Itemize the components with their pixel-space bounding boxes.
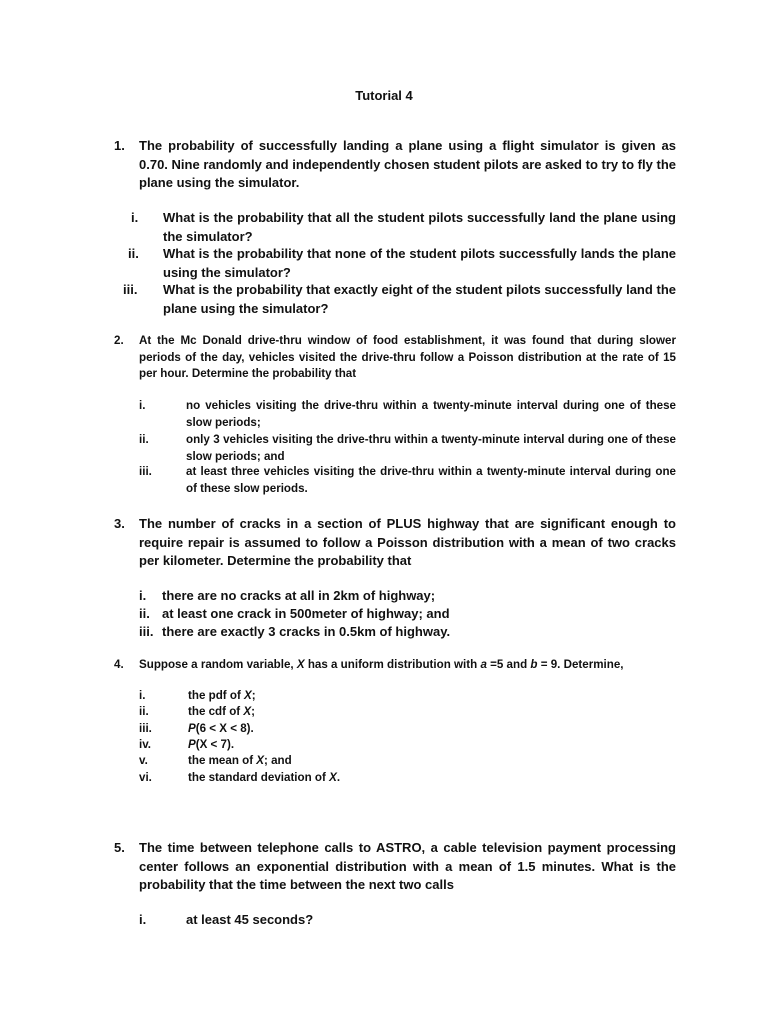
q4-item-1 (139, 688, 676, 705)
question-number: 2. (114, 334, 124, 347)
q2-item-3 (139, 464, 676, 497)
q3-item-1 (139, 587, 676, 606)
question-number: 3. (114, 516, 125, 531)
item-numeral: v. (139, 754, 148, 767)
item-text: at least three vehicles visiting the drive-thru within a twenty-minute interval during one of these slow periods. (186, 465, 676, 495)
question-text: The number of cracks in a section of PLUS highway that are significant enough to require repair is assumed to follow a Poisson distribution with a mean of two cracks per kilometer. Determine the probability that (139, 516, 676, 568)
item-numeral: ii. (139, 433, 149, 446)
item-numeral: iii. (139, 465, 152, 478)
q4-item-2 (139, 704, 676, 721)
item-numeral: ii. (139, 606, 150, 621)
question-number: 4. (114, 658, 124, 671)
q1-item-1 (114, 209, 676, 246)
question-number: 5. (114, 840, 125, 855)
item-numeral: ii. (128, 246, 139, 261)
q4-item-5 (139, 753, 676, 770)
question-text: The time between telephone calls to ASTRO, a cable television payment processing center follows an exponential distribution with a mean of 1.5 minutes. What is the probability that the time between the next two calls (139, 840, 676, 892)
item-text: no vehicles visiting the drive-thru within a twenty-minute interval during one of these slow periods; (186, 399, 676, 429)
question-number: 1. (114, 138, 125, 153)
question-text: Suppose a random variable, X has a uniform distribution with a =5 and b = 9. Determine, (139, 658, 624, 671)
item-text: P(X < 7). (188, 738, 235, 751)
item-numeral: iii. (139, 624, 154, 639)
item-numeral: iii. (123, 282, 138, 297)
item-numeral: vi. (139, 771, 152, 784)
question-3 (114, 515, 676, 571)
q4-item-4 (139, 737, 676, 754)
question-text: The probability of successfully landing a plane using a flight simulator is given as 0.70. Nine randomly and independently chosen student pilots are asked to try to fly the plane using the simulator. (139, 138, 676, 190)
page-title: Tutorial 4 (355, 88, 413, 103)
item-numeral: iii. (139, 722, 152, 735)
question-1 (114, 137, 676, 193)
item-text: only 3 vehicles visiting the drive-thru within a twenty-minute interval during one of these slow periods; and (186, 433, 676, 463)
item-numeral: i. (131, 210, 139, 225)
item-text: the mean of X; and (188, 754, 292, 767)
item-text: the cdf of X; (188, 705, 255, 718)
item-numeral: i. (139, 588, 147, 603)
q3-item-3 (139, 623, 676, 642)
q5-item-1 (139, 911, 676, 930)
item-text: there are exactly 3 cracks in 0.5km of highway. (162, 624, 451, 639)
item-numeral: i. (139, 399, 146, 412)
item-text: What is the probability that exactly eight of the student pilots successfully land the plane using the simulator? (163, 282, 676, 316)
item-text: What is the probability that none of the student pilots successfully lands the plane using the simulator? (163, 246, 676, 280)
q2-item-1 (139, 398, 676, 431)
item-text: What is the probability that all the student pilots successfully land the plane using the simulator? (163, 210, 676, 244)
q4-item-6 (139, 770, 676, 787)
q4-item-3 (139, 721, 676, 738)
item-text: at least 45 seconds? (186, 912, 314, 927)
question-2 (114, 333, 676, 383)
item-text: there are no cracks at all in 2km of highway; (162, 588, 436, 603)
q1-item-2 (114, 245, 676, 282)
item-text: the pdf of X; (188, 689, 256, 702)
question-text: At the Mc Donald drive-thru window of food establishment, it was found that during slower periods of the day, vehicles visited the drive-thru follow a Poisson distribution at the rate of 15 per hour. Determine the probability that (139, 334, 676, 381)
item-numeral: i. (139, 912, 147, 927)
item-text: at least one crack in 500meter of highway; and (162, 606, 450, 621)
item-text: P(6 < X < 8). (188, 722, 254, 735)
q1-item-3 (114, 281, 676, 318)
item-numeral: ii. (139, 705, 149, 718)
question-4 (114, 657, 676, 674)
question-5 (114, 839, 676, 895)
item-text: the standard deviation of X. (188, 771, 341, 784)
item-numeral: i. (139, 689, 146, 702)
item-numeral: iv. (139, 738, 152, 751)
q2-item-2 (139, 432, 676, 465)
q3-item-2 (139, 605, 676, 624)
